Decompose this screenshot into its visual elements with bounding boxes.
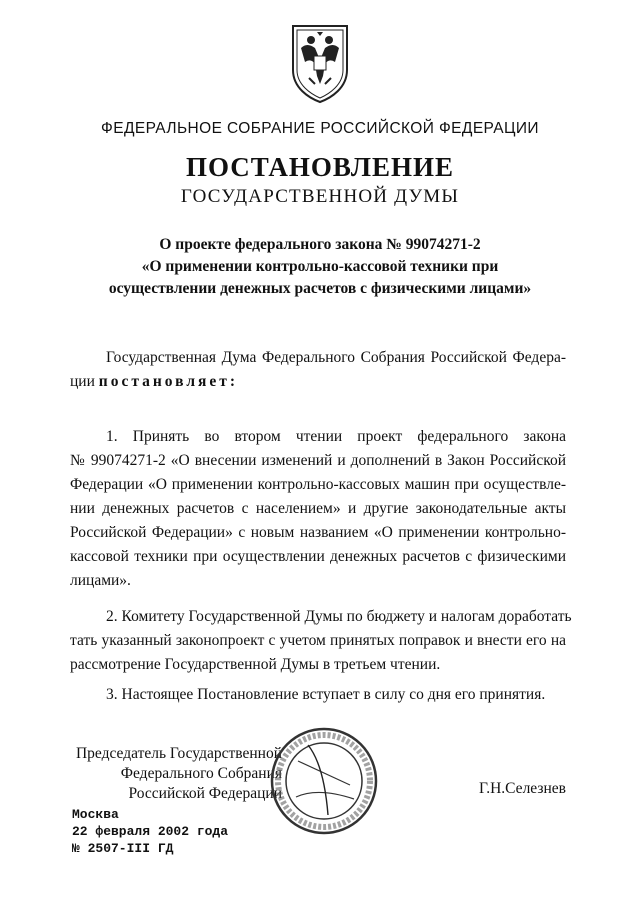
paragraph-line: № 99074271-2 «О внесении изменений и дополнений в Закон Российской [70,452,566,469]
paragraph-line: 1. Принять во втором чтении проект федерального закона [106,428,566,445]
intro-paragraph [70,346,566,394]
document-footer [72,806,228,857]
paragraph-line: Государственная Дума Федерального Собрания Российской Федера- [106,349,566,366]
paragraph-line: рассмотрение Государственной Думы в третьем чтении. [70,656,441,673]
document-date: 22 февраля 2002 года [72,824,229,839]
item-2-paragraph [70,605,572,677]
signer-name: Г.Н.Селезнев [479,780,566,797]
paragraph-line: тать указанный законопроект с учетом принятых поправок и внести его на [70,632,566,649]
subject-line: «О применении контрольно-кассовой техники при [141,258,499,275]
state-emblem-icon [287,18,353,104]
item-1-paragraph [70,425,566,593]
paragraph-line: кассовой техники при осуществлении денежных расчетов с физическими [70,548,566,565]
item-3-paragraph [70,683,566,707]
subject-line: осуществлении денежных расчетов с физическими лицами» [108,280,532,297]
paragraph-line: лицами». [70,572,131,589]
paragraph-line: 3. Настоящее Постановление вступает в силу со дня его принятия. [106,686,546,703]
organization-title: ФЕДЕРАЛЬНОЕ СОБРАНИЕ РОССИЙСКОЙ ФЕДЕРАЦИИ [101,120,539,137]
city: Москва [72,807,119,822]
official-stamp-icon [268,725,380,837]
paragraph-line: Федерации «О применении контрольно-кассовых машин при осуществле- [70,476,566,493]
paragraph-line: Российской Федерации» с новым названием «О применении контрольно- [70,524,566,541]
document-type-title: ПОСТАНОВЛЕНИЕ [185,152,455,182]
paragraph-line: нии денежных расчетов с населением» и другие законодательные акты [70,500,566,517]
document-body-title: ГОСУДАРСТВЕННОЙ ДУМЫ [180,186,460,207]
paragraph-line: 2. Комитету Государственной Думы по бюджету и налогам доработать [106,608,572,625]
document-number: № 2507-III ГД [72,841,174,856]
signature-block [72,744,282,804]
signature-title-line: Федерального Собрания [120,765,282,782]
subject-line: О проекте федерального закона № 99074271-2 [159,236,481,253]
resolution-verb: постановляет: [98,373,239,390]
signature-title-line: Председатель Государственной [75,745,282,762]
intro-prefix: ции [70,373,95,390]
signature-title-line: Российской Федерации [128,785,282,802]
paragraph-line [70,370,566,394]
